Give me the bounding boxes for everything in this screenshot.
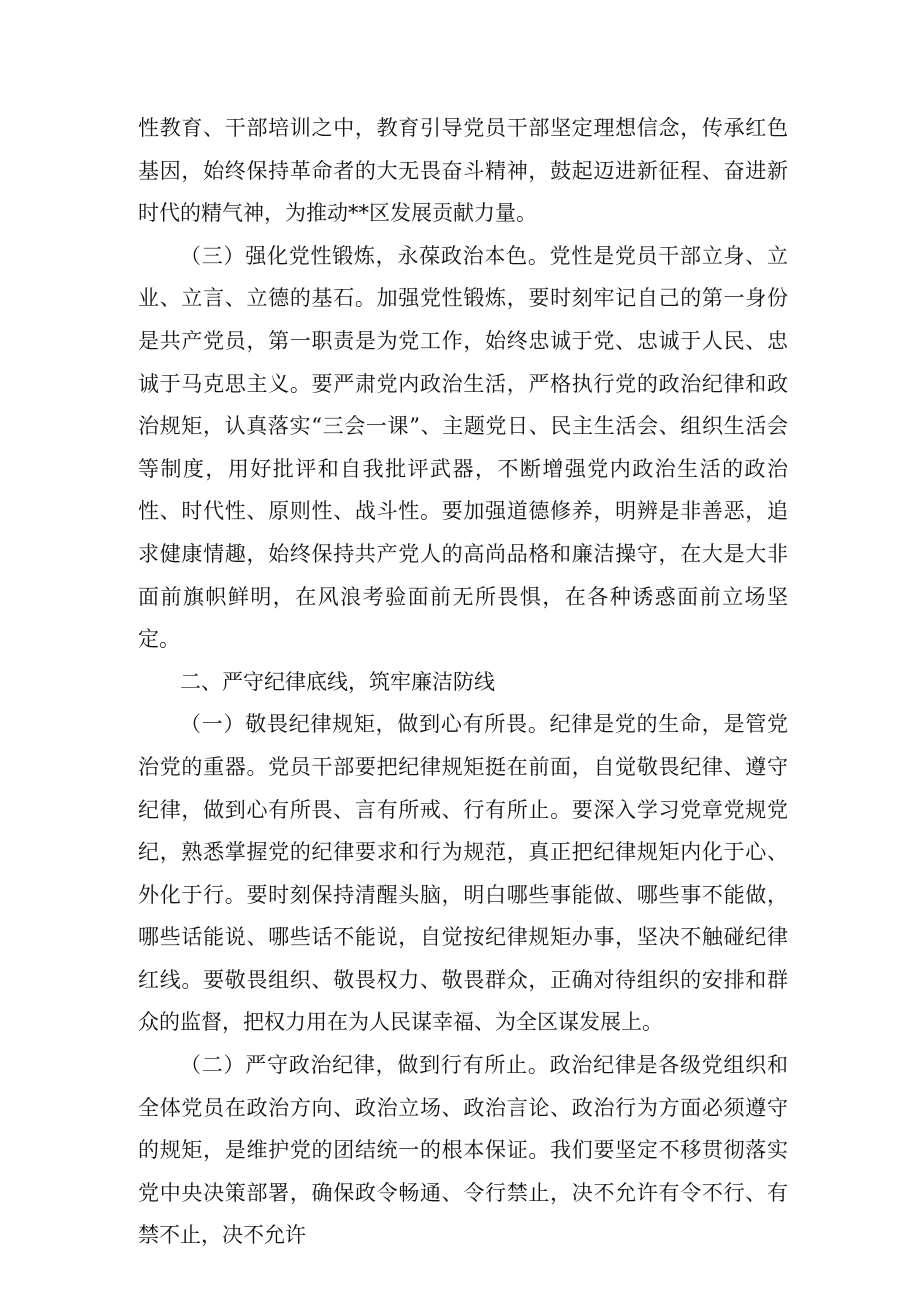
document-body [138, 107, 788, 1257]
paragraph-party-spirit: （三）强化党性锻炼，永葆政治本色。党性是党员干部立身、立业、立言、立德的基石。加强党性锻炼，要时刻牢记自己的第一身份是共产党员，第一职责是为党工作，始终忠诚于党、忠诚于人民、忠诚于马克思主义。要严肃党内政治生活，严格执行党的政治纪律和政治规矩，认真落实“三会一课”、主题党日、民主生活会、组织生活会等制度，用好批评和自我批评武器，不断增强党内政治生活的政治性、时代性、原则性、战斗性。要加强道德修养，明辨是非善恶，追求健康情趣，始终保持共产党人的高尚品格和廉洁操守，在大是大非面前旗帜鲜明，在风浪考验面前无所畏惧，在各种诱惑面前立场坚定。 [138, 243, 788, 652]
paragraph-political-discipline: （二）严守政治纪律，做到行有所止。政治纪律是各级党组织和全体党员在政治方向、政治立场、政治言论、政治行为方面必须遵守的规矩，是维护党的团结统一的根本保证。我们要坚定不移贯彻落实党中央决策部署，确保政令畅通、令行禁止，决不允许有令不行、有禁不止，决不允许 [138, 1053, 788, 1248]
section-heading-discipline: 二、严守纪律底线，筑牢廉洁防线 [180, 669, 495, 694]
paragraph-revere-discipline: （一）敬畏纪律规矩，做到心有所畏。纪律是党的生命，是管党治党的重器。党员干部要把纪律规矩挺在前面，自觉敬畏纪律、遵守纪律，做到心有所畏、言有所戒、行有所止。要深入学习党章党规党纪，熟悉掌握党的纪律要求和行为规范，真正把纪律规矩内化于心、外化于行。要时刻保持清醒头脑，明白哪些事能做、哪些事不能做，哪些话能说、哪些话不能说，自觉按纪律规矩办事，坚决不触碰纪律红线。要敬畏组织、敬畏权力、敬畏群众，正确对待组织的安排和群众的监督，把权力用在为人民谋幸福、为全区谋发展上。 [138, 712, 788, 1035]
paragraph-continuation: 性教育、干部培训之中，教育引导党员干部坚定理想信念，传承红色基因，始终保持革命者的大无畏奋斗精神，鼓起迈进新征程、奋进新时代的精气神，为推动**区发展贡献力量。 [138, 116, 788, 226]
